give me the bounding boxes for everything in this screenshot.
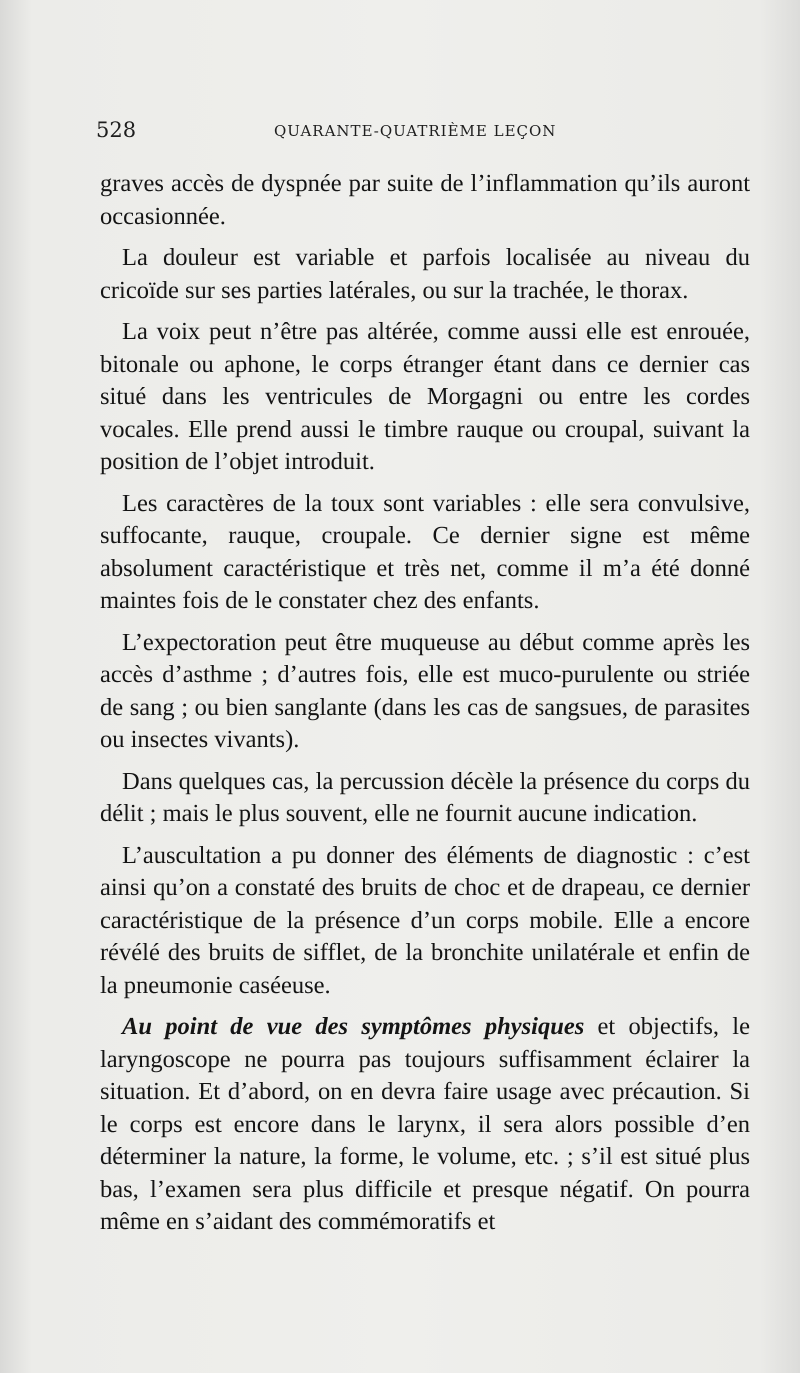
page-header [96, 117, 696, 147]
paragraph-3: La voix peut n’être pas altérée, comme aussi elle est enrouée, bitonale ou aphone, le corps étranger étant dans ce dernier cas situé dans les ventricules de Morgagni ou entre les cordes vocales. Elle prend aussi le timbre rauque ou croupal, suivant la position de l’objet introduit. [100, 318, 750, 475]
page-number: 528 [96, 118, 137, 142]
italic-lead: Au point de vue des symptômes physiques [122, 1013, 585, 1040]
paragraph-2: La douleur est variable et parfois localisée au niveau du cricoïde sur ses parties latérales, ou sur la trachée, le thorax. [100, 244, 750, 304]
running-head: QUARANTE-QUATRIÈME LEÇON [274, 122, 557, 140]
paragraph-5: L’expectoration peut être muqueuse au début comme après les accès d’asthme ; d’autres fois, elle est muco-purulente ou striée de sang ; ou bien sanglante (dans les cas de sangsues, de parasites ou insectes vivants). [100, 628, 750, 753]
paragraph-7: L’auscultation a pu donner des éléments de diagnostic : c’est ainsi qu’on a constaté des bruits de choc et de drapeau, ce dernier caractéristique de la présence d’un corps mobile. Elle a encore révélé des bruits de sifflet, de la bronchite unilatérale et enfin de la pneumonie caséeuse. [100, 841, 750, 999]
paragraph-8 [100, 1011, 750, 1239]
body-text [100, 168, 750, 1248]
paragraph-4: Les caractères de la toux sont variables : elle sera convulsive, suffocante, rauque, croupale. Ce dernier signe est même absolument caractéristique et très net, comme il m’a été donné maintes fois de le constater chez des enfants. [100, 489, 750, 614]
paragraph-6: Dans quelques cas, la percussion décèle la présence du corps du délit ; mais le plus souvent, elle ne fournit aucune indication. [100, 767, 750, 827]
paragraph-8-text: et objectifs, le laryngoscope ne pourra pas toujours suffisamment éclairer la situation. Et d’abord, on en devra faire usage avec précaution. Si le corps est encore dans le larynx, il sera alors possible d’en déterminer la nature, la forme, le volume, etc. ; s’il est situé plus bas, l’examen sera plus difficile et presque négatif. On pourra même en s’aidant des commémoratifs et [100, 1013, 750, 1235]
paragraph-1: graves accès de dyspnée par suite de l’inflammation qu’ils auront occasionnée. [100, 170, 750, 230]
